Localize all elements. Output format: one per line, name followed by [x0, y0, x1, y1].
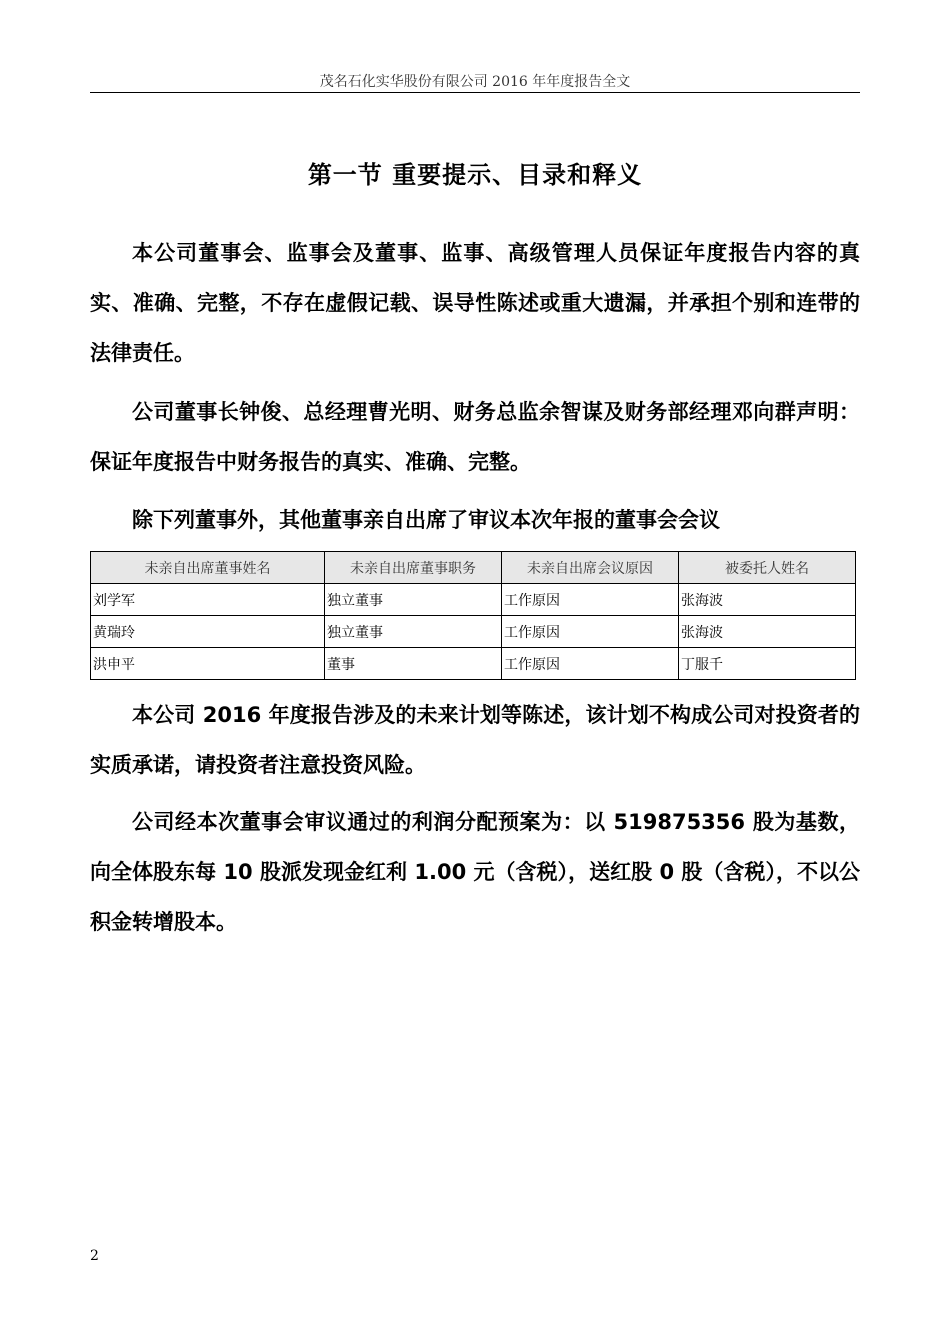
- column-header: 被委托人姓名: [679, 552, 856, 584]
- proxy-name-cell: 丁服千: [679, 648, 856, 680]
- column-header: 未亲自出席董事姓名: [91, 552, 325, 584]
- absence-reason-cell: 工作原因: [502, 616, 679, 648]
- absent-directors-table: [90, 551, 856, 680]
- table-row: [91, 648, 856, 680]
- absent-directors-intro: 除下列董事外，其他董事亲自出席了审议本次年报的董事会会议: [132, 508, 720, 532]
- table-header-row: [91, 552, 856, 584]
- financial-statement-declaration: 公司董事长钟俊、总经理曹光明、财务总监余智谋及财务部经理邓向群声明：保证年度报告中财务报告的真实、准确、完整。: [90, 400, 860, 474]
- responsibility-statement: 本公司董事会、监事会及董事、监事、高级管理人员保证年度报告内容的真实、准确、完整，不存在虚假记载、误导性陈述或重大遗漏，并承担个别和连带的法律责任。: [90, 241, 860, 365]
- table-row: [91, 584, 856, 616]
- profit-distribution-plan: 公司经本次董事会审议通过的利润分配预案为：以 519875356 股为基数，向全体股东每 10 股派发现金红利 1.00 元（含税），送红股 0 股（含税），不以公积金转增股本。: [90, 810, 860, 934]
- director-name-cell: 洪申平: [91, 648, 325, 680]
- section-title: 第一节 重要提示、目录和释义: [307, 161, 643, 189]
- page-number: 2: [90, 1248, 99, 1264]
- page-header-title: 茂名石化实华股份有限公司 2016 年年度报告全文: [319, 74, 631, 90]
- director-position-cell: 独立董事: [325, 584, 502, 616]
- director-position-cell: 独立董事: [325, 616, 502, 648]
- table-row: [91, 616, 856, 648]
- director-name-cell: 黄瑞玲: [91, 616, 325, 648]
- column-header: 未亲自出席董事职务: [325, 552, 502, 584]
- proxy-name-cell: 张海波: [679, 616, 856, 648]
- absence-reason-cell: 工作原因: [502, 648, 679, 680]
- forward-looking-disclaimer: 本公司 2016 年度报告涉及的未来计划等陈述，该计划不构成公司对投资者的实质承诺，请投资者注意投资风险。: [90, 703, 860, 777]
- proxy-name-cell: 张海波: [679, 584, 856, 616]
- absence-reason-cell: 工作原因: [502, 584, 679, 616]
- column-header: 未亲自出席会议原因: [502, 552, 679, 584]
- header-divider: [90, 92, 860, 93]
- director-position-cell: 董事: [325, 648, 502, 680]
- director-name-cell: 刘学军: [91, 584, 325, 616]
